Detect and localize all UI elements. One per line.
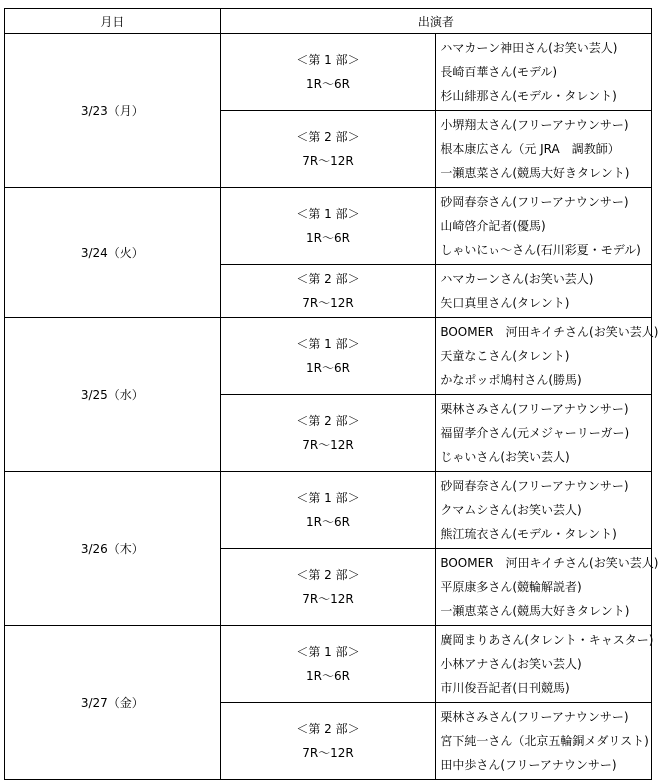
- date-cell: 3/26（木）: [5, 472, 221, 626]
- race-range: 1R～6R: [306, 515, 350, 529]
- session-label: ＜第 2 部＞: [296, 414, 360, 428]
- schedule-row: [5, 626, 652, 703]
- performer-name: 小林アナさん(お笑い芸人): [440, 657, 582, 671]
- date-column-header: 月日: [5, 9, 221, 34]
- performers-cell: [436, 626, 652, 703]
- schedule-row: [5, 188, 652, 265]
- performers-cell: [436, 188, 652, 265]
- race-range: 1R～6R: [306, 669, 350, 683]
- performer-name: 廣岡まりあさん(タレント・キャスター): [440, 633, 654, 647]
- date-cell: 3/25（水）: [5, 318, 221, 472]
- performer-name: 一瀬恵菜さん(競馬大好きタレント): [440, 604, 630, 618]
- performer-name: 市川俊吾記者(日刊競馬): [440, 681, 570, 695]
- performers-cell: [436, 265, 652, 318]
- schedule-row: [5, 318, 652, 395]
- session-cell: [220, 395, 436, 472]
- session-cell: [220, 265, 436, 318]
- session-label: ＜第 2 部＞: [296, 272, 360, 286]
- performer-name: 福留孝介さん(元メジャーリーガー): [440, 426, 630, 440]
- performer-name: 栗林さみさん(フリーアナウンサー): [440, 402, 629, 416]
- schedule-body: [5, 34, 658, 780]
- session-cell: [220, 626, 436, 703]
- performer-name: 天童なこさん(タレント): [440, 349, 570, 363]
- schedule-row: [5, 34, 652, 111]
- session-cell: [220, 472, 436, 549]
- session-label: ＜第 1 部＞: [296, 645, 360, 659]
- schedule-table: [4, 8, 658, 780]
- performer-name: じゃいさん(お笑い芸人): [440, 450, 570, 464]
- performer-name: 熊江琉衣さん(モデル・タレント): [440, 527, 617, 541]
- performer-name: ハマカーン神田さん(お笑い芸人): [440, 41, 618, 55]
- performer-name: 小堺翔太さん(フリーアナウンサー): [440, 118, 629, 132]
- race-range: 7R～12R: [302, 296, 354, 310]
- performer-name: 田中歩さん(フリーアナウンサー): [440, 758, 617, 772]
- performer-name: 根本康広さん（元 JRA 調教師）: [440, 142, 620, 156]
- performers-cell: [436, 395, 652, 472]
- session-label: ＜第 2 部＞: [296, 130, 360, 144]
- performer-name: 一瀬恵菜さん(競馬大好きタレント): [440, 166, 630, 180]
- performers-cell: [436, 703, 652, 780]
- race-range: 1R～6R: [306, 361, 350, 375]
- session-cell: [220, 188, 436, 265]
- performer-name: BOOMER 河田キイチさん(お笑い芸人): [440, 556, 658, 570]
- race-range: 1R～6R: [306, 231, 350, 245]
- performers-cell: [436, 34, 652, 111]
- session-cell: [220, 111, 436, 188]
- performer-name: 杉山緋那さん(モデル・タレント): [440, 89, 617, 103]
- session-label: ＜第 1 部＞: [296, 491, 360, 505]
- session-cell: [220, 318, 436, 395]
- performer-name: 長崎百華さん(モデル): [440, 65, 558, 79]
- session-label: ＜第 1 部＞: [296, 53, 360, 67]
- race-range: 1R～6R: [306, 77, 350, 91]
- performers-cell: [436, 111, 652, 188]
- race-range: 7R～12R: [302, 592, 354, 606]
- performer-name: かなポッポ鳩村さん(勝馬): [440, 373, 582, 387]
- session-label: ＜第 1 部＞: [296, 337, 360, 351]
- performer-name: 砂岡春奈さん(フリーアナウンサー): [440, 479, 629, 493]
- race-range: 7R～12R: [302, 746, 354, 760]
- session-cell: [220, 549, 436, 626]
- performer-name: 砂岡春奈さん(フリーアナウンサー): [440, 195, 629, 209]
- performers-column-header: 出演者: [220, 9, 651, 34]
- performer-name: クマムシさん(お笑い芸人): [440, 503, 582, 517]
- session-label: ＜第 1 部＞: [296, 207, 360, 221]
- date-cell: 3/24（火）: [5, 188, 221, 318]
- performer-name: 宮下純一さん（北京五輪銅メダリスト): [440, 734, 649, 748]
- performers-cell: [436, 318, 658, 395]
- performer-name: ハマカーンさん(お笑い芸人): [440, 272, 594, 286]
- performer-name: 栗林さみさん(フリーアナウンサー): [440, 710, 629, 724]
- schedule-row: [5, 472, 652, 549]
- performers-cell: [436, 472, 652, 549]
- date-cell: 3/23（月）: [5, 34, 221, 188]
- session-cell: [220, 34, 436, 111]
- performer-name: 平原康多さん(競輪解説者): [440, 580, 582, 594]
- performers-cell: [436, 549, 658, 626]
- performer-name: しゃいにぃ～さん(石川彩夏・モデル): [440, 243, 641, 257]
- date-cell: 3/27（金）: [5, 626, 221, 780]
- header-row: [5, 9, 652, 34]
- race-range: 7R～12R: [302, 438, 354, 452]
- session-label: ＜第 2 部＞: [296, 568, 360, 582]
- performer-name: 山崎啓介記者(優馬): [440, 219, 546, 233]
- race-range: 7R～12R: [302, 154, 354, 168]
- performer-name: 矢口真里さん(タレント): [440, 296, 570, 310]
- session-label: ＜第 2 部＞: [296, 722, 360, 736]
- performer-name: BOOMER 河田キイチさん(お笑い芸人): [440, 325, 658, 339]
- session-cell: [220, 703, 436, 780]
